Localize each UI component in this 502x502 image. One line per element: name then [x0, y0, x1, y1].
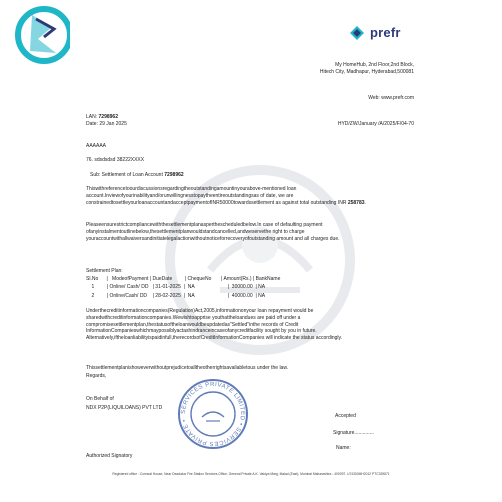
address-line-2: Hitech City, Madhapur, Hyderabad,500081 [319, 68, 414, 75]
side-brand-mark [8, 5, 70, 67]
accepted-label: Accepted [335, 413, 356, 419]
footer-registered-office: Registered office : Cornwal House, Near Deadalus Fire Station Services Office, General Private A.K. Vaidya Marg, Malad (East), Mumbai Maharashtra - 400097. U74300MH2012 PTC339871 [112, 472, 390, 476]
reference-number: HYD/ZW/January /A/2025/F/04-70 [337, 121, 414, 127]
company-web: Web: www.prefr.com [368, 95, 414, 101]
svg-text:SERVICES PRIVATE LIMITED • SER: SERVICES PRIVATE LIMITED • SERVICES PRIVATE • [180, 381, 246, 447]
brand-name: prefr [370, 25, 401, 41]
subject-lan: 7298962 [164, 172, 184, 178]
plan-title: Settlement Plan: [86, 268, 123, 274]
on-behalf-label: On Behalf of [86, 396, 114, 402]
plan-header-row: Sl.No | ModeofPayment | DueDate | ChequeNo | Amount(Rs.) | BankName [86, 276, 281, 282]
lan-number: 7298962 [98, 114, 118, 120]
paragraph-compliance: Pleaseensurestrictcompliancewiththesettlementplanasperthescheduledbelow.In case of defaulting payment ofanyinstalmentoutlinebelow,thesettlementplanwouldstandcancelled,andweservethe right to charge youraccountwithallwaiversandinitiatelegalactionwithoutnoticeforrecoveryofoutstanding amount and all charges due. [86, 222, 340, 242]
plan-row-1: 1 | Online/ Cash/ DD | 31-01-2025 | NA | 30000.00 | NA [86, 284, 266, 290]
company-address [320, 62, 414, 76]
company-name: NDX P2P(LIQUILOANS) PVT LTD [86, 405, 163, 411]
plan-row-2: 2 | Online/Cash/ DD | 28-02-2025 | NA | 40000.00 | NA [86, 293, 266, 299]
signature-line: Signature.............. [333, 430, 374, 436]
recipient-name: AAAAAA [86, 143, 107, 149]
regards: Regards, [86, 373, 107, 379]
outstanding-amount: 258783 [347, 199, 365, 206]
paragraph-settlement-offer: Thiswithreferencetoourdiscussionsregardingtheoutstandingamountinyourabove-mentioned loan account.Inviewofyourinabilityand/orunwillingnesstopaytheentireoutstandingsas of date, we are constrainedtosettleyourloanaccountandacceptpaymentofINR50000towardssettlement as against total outstanding INR 258783. [86, 186, 366, 206]
paragraph-credit-info: Underthecreditinformationcompanies(Regulation)Act,2005,informationonyour loan repayment would be sharedwithcreditinformationcompanies.Wewishtoapprise youthattheloandues are paid off under a compromisesettlementplan,thestatusoftheloanwouldbeupdatedas"Settled"inthe records of Credit InformationCompanieswhichmaypossiblyactashindranceincaseofanycreditfacility sought by you in future. Alternatively,iftheloanliabilityispaidinfull,therecordsofCreditInformationCompanies will indicate the status accordingly. [86, 308, 343, 341]
brand-logo [348, 24, 401, 42]
lan-line: LAN: 7298962 [86, 114, 118, 120]
recipient-address: 76. sdsdsdsd 38222XXXX [86, 157, 145, 163]
prefr-logo-icon [348, 24, 366, 42]
authorized-signatory: Authorized Signatory [86, 453, 133, 459]
paragraph-without-prejudice: Thissettlementplanishoweverwithoutprejudicetoalltheotherrightsavailabletous under the law. [86, 365, 289, 371]
company-stamp [176, 377, 250, 451]
letter-date: Date: 29 Jan 2025 [86, 121, 127, 127]
subject-line: Sub: Settlement of Loan Account 7298962 [90, 172, 184, 178]
name-label: Name: [336, 445, 351, 451]
address-line-1: My HomeHub, 2nd Floor,2nd Block, [335, 62, 414, 68]
